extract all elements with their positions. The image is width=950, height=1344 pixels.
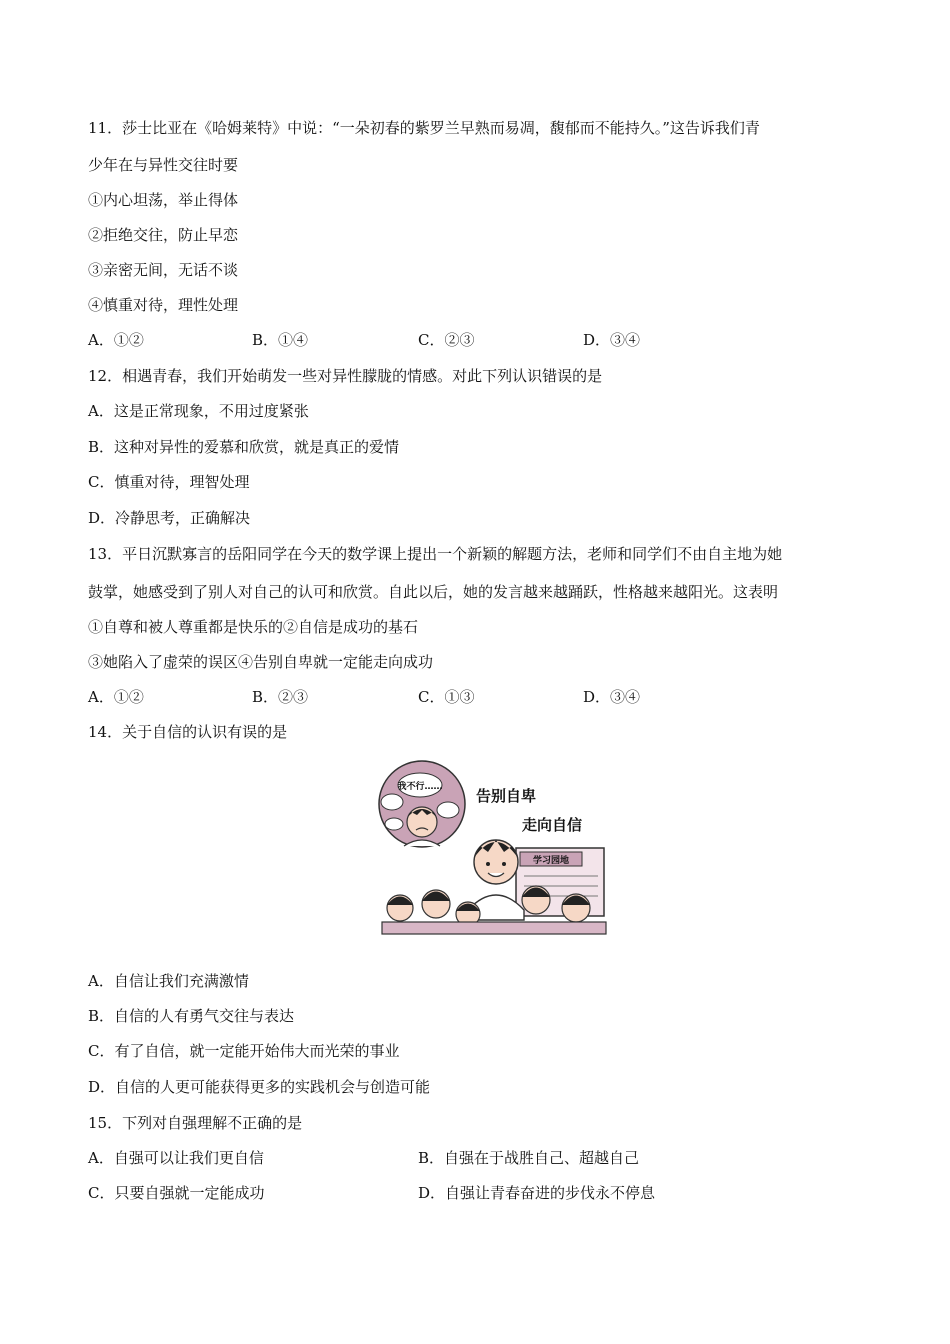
small-cloud-left — [381, 794, 403, 810]
q13-option-b[interactable]: B．②③ — [252, 688, 309, 706]
q15-stem: 15．下列对自强理解不正确的是 — [88, 1114, 303, 1132]
q13-statements-3-4: ③她陷入了虚荣的误区④告别自卑就一定能走向成功 — [88, 653, 434, 671]
q15-option-c[interactable]: C．只要自强就一定能成功 — [88, 1184, 265, 1202]
q11-statement-3: ③亲密无间，无话不谈 — [88, 261, 239, 279]
q14-illustration — [378, 760, 610, 938]
q15-options-row-2 — [88, 1183, 868, 1203]
small-cloud-bottom — [385, 818, 403, 830]
q11-statement-1: ①内心坦荡，举止得体 — [88, 191, 239, 209]
q14-option-b[interactable]: B．自信的人有勇气交往与表达 — [88, 1007, 295, 1025]
q11-stem-line-1: 11．莎士比亚在《哈姆莱特》中说：“一朵初春的紫罗兰早熟而易凋，馥郁而不能持久。”这告诉我们青 — [88, 119, 760, 137]
q11-option-d[interactable]: D．③④ — [583, 331, 641, 349]
q14-option-d[interactable]: D．自信的人更可能获得更多的实践机会与创造可能 — [88, 1078, 431, 1096]
q11-statement-4: ④慎重对待，理性处理 — [88, 296, 239, 314]
sad-child-head — [407, 807, 437, 837]
q13-option-a[interactable]: A．①② — [88, 688, 144, 706]
q15-options-row-1 — [88, 1148, 868, 1168]
q13-statements-1-2: ①自尊和被人尊重都是快乐的②自信是成功的基石 — [88, 618, 419, 636]
q12-option-b[interactable]: B．这种对异性的爱慕和欣赏，就是真正的爱情 — [88, 438, 400, 456]
bubble-text: 我不行…… — [397, 782, 443, 792]
q13-options — [88, 687, 868, 707]
q15-option-b[interactable]: B．自强在于战胜自己、超越自己 — [418, 1149, 640, 1167]
q13-stem-line-1: 13．平日沉默寡言的岳阳同学在今天的数学课上提出一个新颖的解题方法，老师和同学们不由自主地为她 — [88, 545, 783, 563]
q15-option-a[interactable]: A．自强可以让我们更自信 — [88, 1149, 264, 1167]
q12-option-a[interactable]: A．这是正常现象，不用过度紧张 — [88, 402, 309, 420]
q11-option-b[interactable]: B．①④ — [252, 331, 309, 349]
q13-option-d[interactable]: D．③④ — [583, 688, 641, 706]
q11-stem-line-2: 少年在与异性交往时要 — [88, 156, 239, 174]
q13-option-c[interactable]: C．①③ — [418, 688, 475, 706]
q14-option-c[interactable]: C．有了自信，就一定能开始伟大而光荣的事业 — [88, 1042, 400, 1060]
q11-option-a[interactable]: A．①② — [88, 331, 144, 349]
board-title: 学习园地 — [532, 856, 570, 866]
q12-option-c[interactable]: C．慎重对待，理智处理 — [88, 473, 250, 491]
confidence-cartoon-image — [378, 760, 610, 938]
desk — [382, 922, 606, 934]
caption-towards-confidence: 走向自信 — [522, 816, 583, 834]
q11-statement-2: ②拒绝交往，防止早恋 — [88, 226, 239, 244]
q12-option-d[interactable]: D．冷静思考，正确解决 — [88, 509, 251, 527]
q12-stem: 12．相遇青春，我们开始萌发一些对异性朦胧的情感。对此下列认识错误的是 — [88, 367, 603, 385]
small-cloud-right — [437, 802, 459, 818]
q13-stem-line-2: 鼓掌，她感受到了别人对自己的认可和欣赏。自此以后，她的发言越来越踊跃，性格越来越阳光。这表明 — [88, 583, 779, 601]
q11-option-c[interactable]: C．②③ — [418, 331, 475, 349]
caption-farewell-inferiority: 告别自卑 — [476, 787, 537, 805]
q11-options — [88, 330, 868, 350]
q14-stem: 14．关于自信的认识有误的是 — [88, 723, 288, 741]
q14-option-a[interactable]: A．自信让我们充满激情 — [88, 972, 249, 990]
q15-option-d[interactable]: D．自强让青春奋进的步伐永不停息 — [418, 1184, 656, 1202]
